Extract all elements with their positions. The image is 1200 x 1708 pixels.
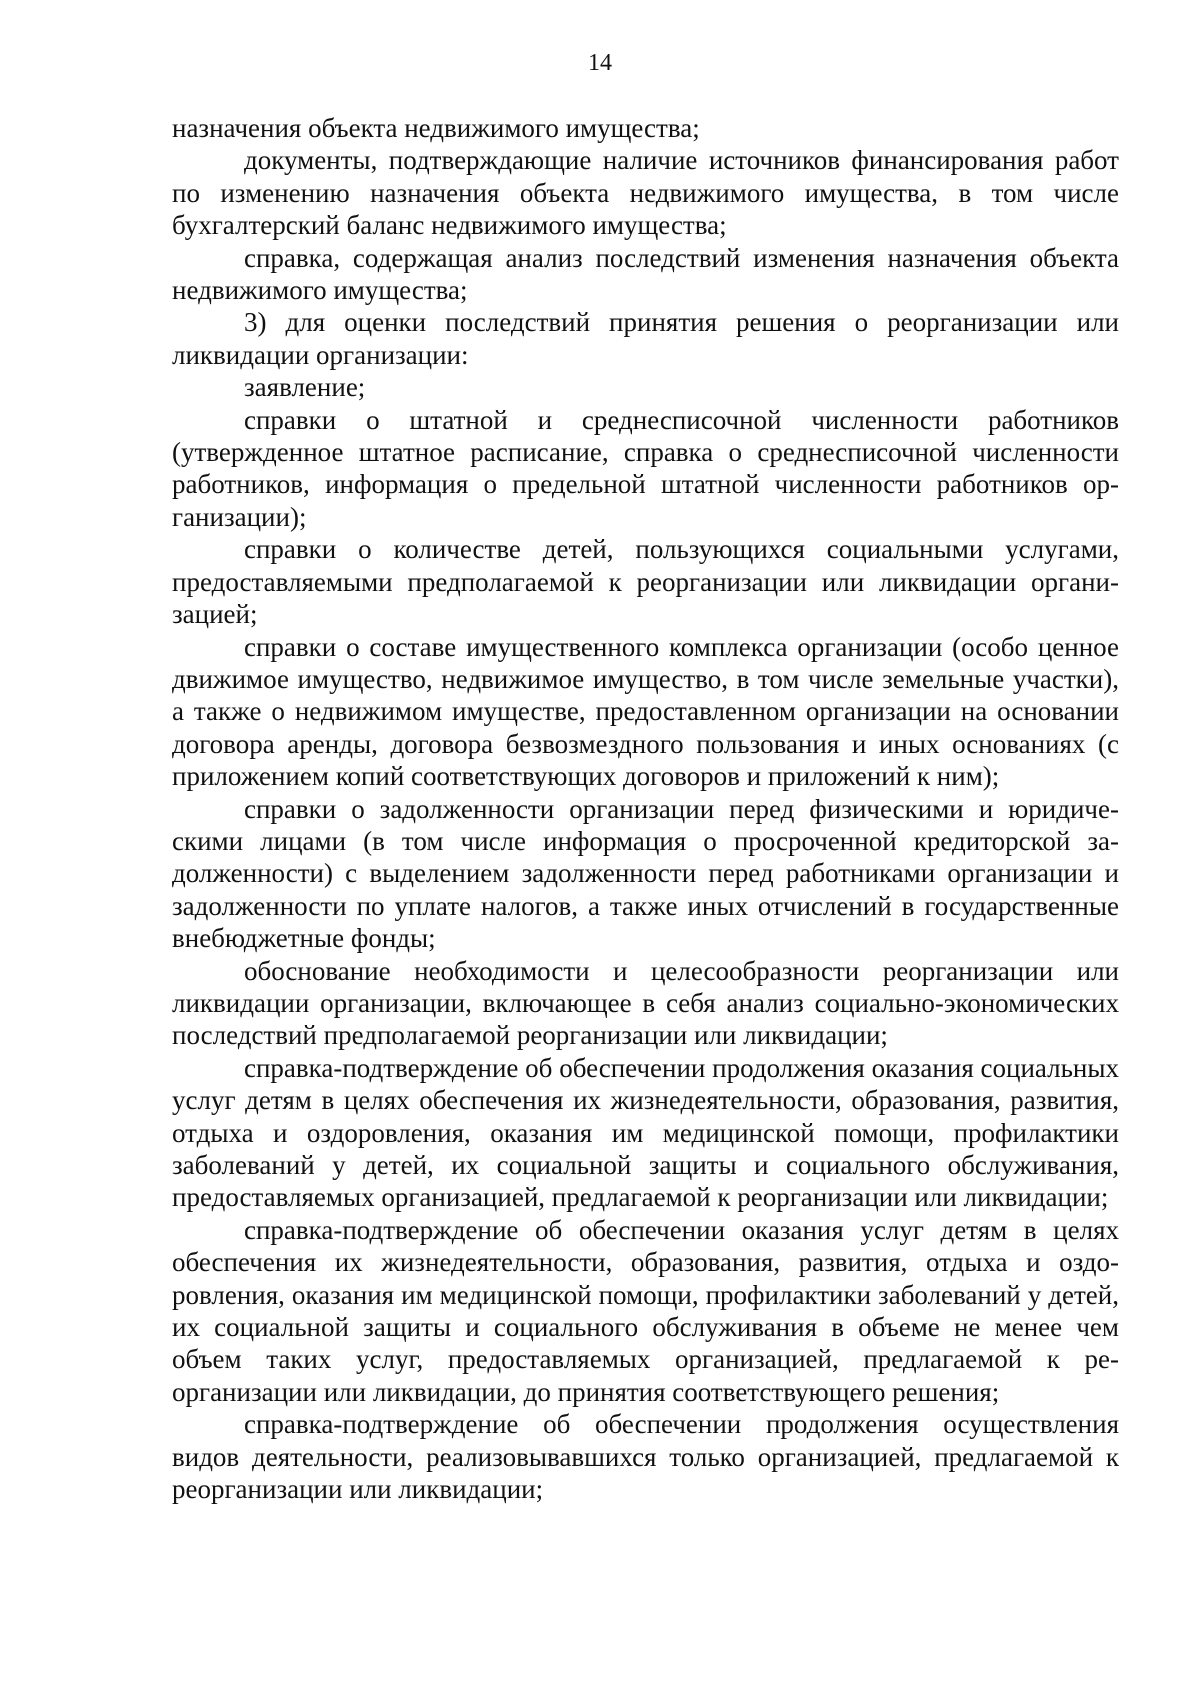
paragraph: 3) для оценки последствий принятия решения о реорганизации или ликвидации организации: (172, 307, 1119, 370)
document-body (172, 112, 1119, 1505)
paragraph: назначения объекта недвижимого имущества; (172, 113, 700, 143)
paragraph: справка, содержащая анализ последствий изменения назначения объекта недвижимого имущества; (172, 242, 1119, 306)
paragraph: справки о составе имущественного комплекса организации (особо ценное движимое имущество, недвижимое имущество, в том числе земельные участки), а также о недвижимом имуществе, предоставленном организации на основании договора аренды, договора безвозмездного пользования и иных основаниях (с приложением копий соответствующих договоров и приложений к ним); (172, 631, 1119, 792)
paragraph: заявление; (244, 372, 366, 403)
page-number: 14 (588, 50, 612, 76)
paragraph: обоснование необходимости и целесообразности реорганизации или ликвидации организации, включающее в себя анализ социально-экономических последствий предполагаемой реорганизации или ликвидации; (172, 955, 1119, 1051)
paragraph: справка-подтверждение об обеспечении оказания услуг детям в целях обеспечения их жизнедеятельности, образования, развития, отдыха и оздоровления, оказания им медицинской помощи, профилактики заболеваний у детей, их социальной защиты и социального обслуживания в объеме не менее чем объем таких услуг, предоставляемых организацией, предлагаемой к реорганизации или ликвидации, до принятия соответствующего решения; (172, 1214, 1119, 1407)
paragraph: справка-подтверждение об обеспечении продолжения осуществления видов деятельности, реализовывавшихся только организацией, предлагаемой к реорганизации или ликвидации; (172, 1409, 1119, 1505)
paragraph: справки о количестве детей, пользующихся социальными услугами, предоставляемыми предполагаемой к реорганизации или ликвидации организацией; (172, 534, 1119, 630)
paragraph: справки о задолженности организации перед физическими и юридическими лицами (в том числе информация о просроченной кредиторской задолженности) с выделением задолженности перед работниками организации и задолженности по уплате налогов, а также иных отчислений в государственные внебюджетные фонды; (172, 793, 1119, 954)
paragraph: документы, подтверждающие наличие источников финансирования работ по изменению назначения объекта недвижимого имущества, в том числе бухгалтерский баланс недвижимого имущества; (172, 145, 1119, 241)
paragraph: справка-подтверждение об обеспечении продолжения оказания социальных услуг детям в целях обеспечения их жизнедеятельности, образования, развития, отдыха и оздоровления, оказания им медицинской помощи, профилактики заболеваний у детей, их социальной защиты и социального обслуживания, предоставляемых организацией, предлагаемой к реорганизации или ликвидации; (172, 1052, 1119, 1213)
paragraph: справки о штатной и среднесписочной численности работников (утвержденное штатное расписание, справка о среднесписочной численности работников, информация о предельной штатной численности работников организации); (172, 404, 1119, 532)
